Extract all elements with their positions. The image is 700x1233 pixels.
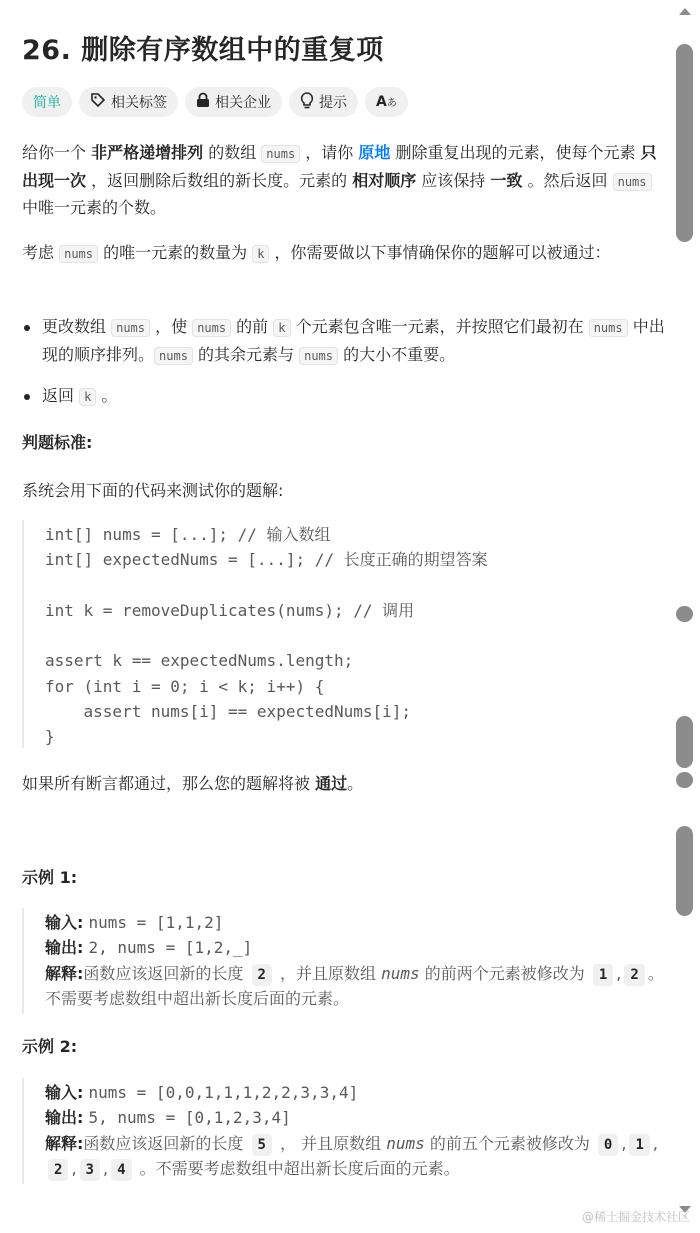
- scroll-up-arrow-icon[interactable]: [676, 6, 693, 18]
- example-2-block: 输入: nums = [0,0,1,1,1,2,2,3,3,4] 输出: 5, nums = [0,1,2,3,4] 解释:函数应该返回新的长度 5 ， 并且原数组 nums 的前五个元素被修改为 0 , 1 ,2 , 3 , 4 。不需要考虑数组中超出新长度后面的元素。: [22, 1078, 670, 1184]
- scroll-thumb-segment[interactable]: [676, 826, 693, 916]
- scrollbar[interactable]: [676, 0, 693, 1233]
- tag-icon: [90, 92, 111, 112]
- description-paragraph-1: 给你一个 非严格递增排列 的数组 nums ，请你 原地 删除重复出现的元素，使每个元素 只出现一次 ，返回删除后数组的新长度。元素的 相对顺序 应该保持 一致 。然后返回 nums 中唯一元素的个数。: [22, 143, 657, 217]
- lock-icon: [196, 92, 215, 112]
- description-paragraph-2: 考虑 nums 的唯一元素的数量为 k ，你需要做以下事情确保你的题解可以被通过：: [22, 243, 611, 262]
- watermark: @稀土掘金技术社区: [581, 1210, 690, 1224]
- hint-button[interactable]: 提示: [289, 87, 358, 117]
- example-1-block: 输入: nums = [1,1,2] 输出: 2, nums = [1,2,_] 解释:函数应该返回新的长度 2 ，并且原数组 nums 的前两个元素被修改为 1 , 2 。不需要考虑数组中超出新长度后面的元素。: [22, 908, 670, 1014]
- scroll-thumb[interactable]: [676, 44, 693, 242]
- difficulty-badge[interactable]: 简单: [22, 87, 72, 117]
- list-item: 返回 k 。: [22, 383, 670, 411]
- page-title: 26. 删除有序数组中的重复项: [22, 35, 384, 66]
- judge-heading: 判题标准:: [22, 433, 93, 452]
- scroll-thumb-segment[interactable]: [676, 606, 693, 622]
- pass-text: 如果所有断言都通过，那么您的题解将被 通过。: [22, 774, 364, 793]
- judge-code-block: int[] nums = [...]; // 输入数组 int[] expectedNums = [...]; // 长度正确的期望答案 int k = removeDuplicates(nums); // 调用 assert k == expectedNums.length; for (int i = 0; i < k; i++) { assert nums[i] == expectedNums[i]; }: [22, 520, 670, 748]
- example-1-heading: 示例 1:: [22, 868, 78, 887]
- list-item: 更改数组 nums ，使 nums 的前 k 个元素包含唯一元素，并按照它们最初在 nums 中出现的顺序排列。 nums 的其余元素与 nums 的大小不重要。: [22, 314, 670, 369]
- related-tags-button[interactable]: 相关标签: [79, 87, 178, 117]
- example-2-heading: 示例 2:: [22, 1037, 78, 1056]
- judge-text: 系统会用下面的代码来测试你的题解:: [22, 481, 284, 500]
- translate-icon: Aあ: [376, 94, 397, 110]
- related-companies-button[interactable]: 相关企业: [185, 87, 282, 117]
- scroll-thumb-segment[interactable]: [676, 772, 693, 788]
- translate-button[interactable]: [365, 87, 408, 117]
- requirements-list: [22, 314, 670, 411]
- lightbulb-icon: [300, 92, 319, 113]
- tag-bar: [22, 87, 408, 117]
- scroll-thumb-segment[interactable]: [676, 716, 693, 768]
